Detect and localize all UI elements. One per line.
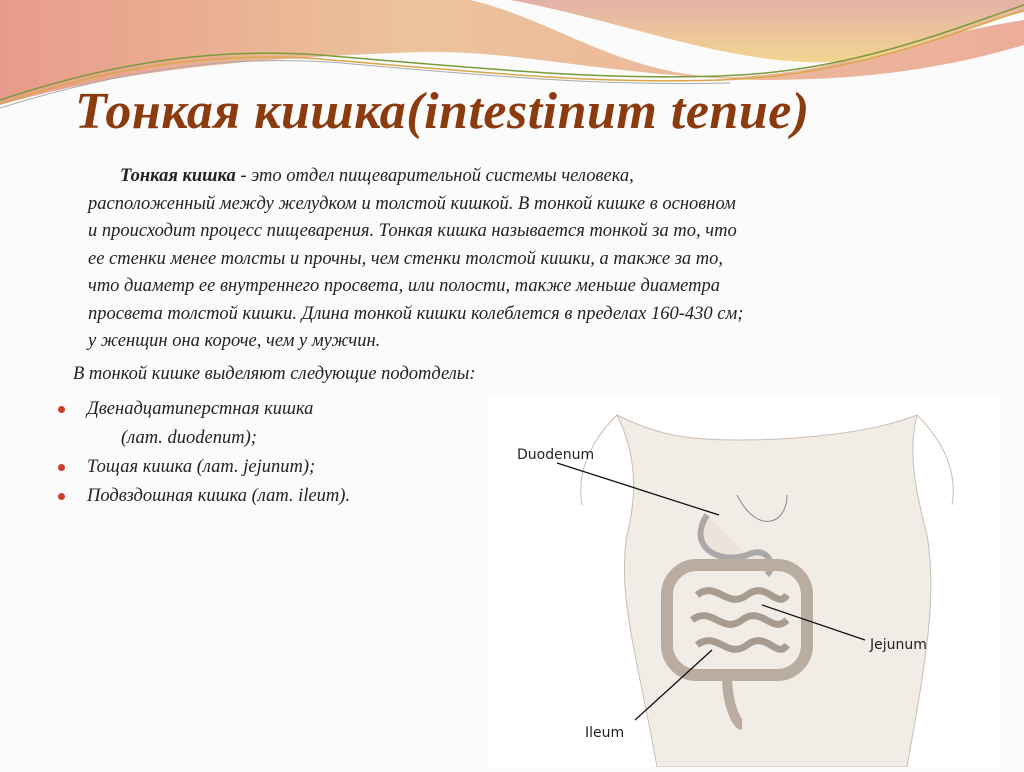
label-duodenum: Duodenum [517,447,595,463]
list-item-text: Подвздошная кишка (лат. ileum). [87,486,351,506]
label-ileum: Ileum [585,725,625,741]
paragraph-line: что диаметр ее внутреннего просвета, или полости, также меньше диаметра [88,276,720,296]
subdivisions-list [55,395,350,511]
paragraph-line: расположенный между желудком и толстой кишкой. В тонкой кишке в основном [88,193,736,214]
anatomy-illustration [487,395,1000,767]
paragraph-line: у женщин она короче, чем у мужчин. [88,331,381,351]
list-item [55,482,350,511]
bullet-icon [58,493,65,500]
bullet-icon [58,406,65,413]
description-paragraph [88,163,988,356]
bullet-icon [58,464,65,471]
label-jejunum: Jejunum [870,637,927,653]
paragraph-line: просвета толстой кишки. Длина тонкой кишки колеблется в пределах 160-430 см; [88,303,744,324]
list-item-text: Тощая кишка (лат. jejunum); [87,457,316,477]
term: Тонкая кишка [120,166,236,186]
subdivisions-intro: В тонкой кишке выделяют следующие подотделы: [73,364,476,384]
slide-title: Тонкая кишка(intestinum tenue) [75,83,810,140]
list-item-text: Двенадцатиперстная кишка [87,399,314,419]
paragraph-line: и происходит процесс пищеварения. Тонкая кишка называется тонкой за то, что [88,221,737,241]
paragraph-line: - это отдел пищеварительной системы человека, [235,166,634,186]
list-item-sub: (лат. duodenum); [121,428,257,448]
list-item [55,395,350,424]
list-item [55,453,350,482]
paragraph-line: ее стенки менее толсты и прочны, чем стенки толстой кишки, а также за то, [88,248,724,269]
